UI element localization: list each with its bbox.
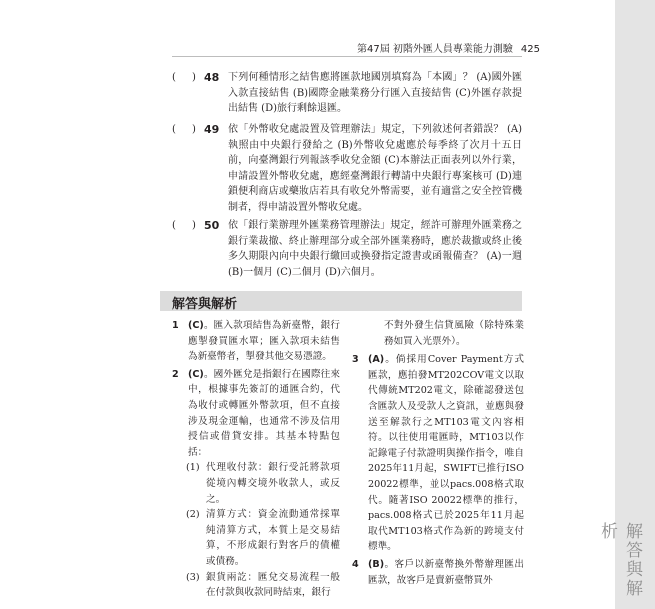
question-number: 50 bbox=[204, 219, 220, 232]
answer-2-point-1 bbox=[172, 460, 340, 507]
question-50 bbox=[172, 218, 522, 280]
answer-text: 。倘採用Cover Payment方式匯款，應拍發MT202COV電文以取代傳統MT202電文，除確認發送包含匯款人及受款人之資訊，並應與發送至解款行之MT103電文內容相符。以往使用電匯時，MT103以作記錄電子付款證明與操作指令，唯自2025年11月起，SWIFT已推行ISO 20022標準，並以pacs.008格式取代。隨著ISO 20022標準的推行，pacs.008格式已於2025年11月起取代MT103格式作為新的跨境支付標準。 bbox=[368, 354, 524, 553]
answer-number: 1 bbox=[172, 320, 179, 331]
question-text: 依「銀行業辦理外匯業務管理辦法」規定，經許可辦理外匯業務之銀行業裁撤、終止辦理部分或全部外匯業務時，應於裁撤或終止後多久期限內向中央銀行繳回或換發指定證書或函報備查？ (A)一週 (B)一個月 (C)二個月 (D)六個月。 bbox=[228, 220, 522, 278]
answer-key: (C) bbox=[188, 368, 204, 380]
answers-column-right bbox=[352, 318, 524, 588]
answer-4 bbox=[352, 557, 524, 588]
header-rule bbox=[172, 56, 522, 57]
point-label: (2) bbox=[186, 509, 200, 521]
sidebar-label: 解答與解析 bbox=[597, 522, 642, 598]
answer-number: 3 bbox=[352, 354, 359, 366]
question-49 bbox=[172, 122, 522, 215]
answer-text: 。匯入款項結售為新臺幣，銀行應掣發買匯水單；匯入款項未結售為新臺幣者，掣發其他交易憑證。 bbox=[188, 320, 340, 363]
answer-blank-open: ( bbox=[172, 124, 176, 135]
answer-2-point-2 bbox=[172, 507, 340, 569]
page-number: 425 bbox=[520, 44, 540, 55]
point-text: 清算方式：資金流動通常採單純清算方式，本質上是交易結算，不形成銀行對客戶的債權或債務。 bbox=[206, 509, 340, 567]
header-title: 第47屆 初階外匯人員專業能力測驗 bbox=[357, 44, 513, 55]
question-number: 48 bbox=[204, 71, 220, 84]
chapter-sidebar bbox=[597, 0, 655, 609]
question-text: 依「外幣收兌處設置及管理辦法」規定，下列敘述何者錯誤？ (A)執照由中央銀行發給之 (B)外幣收兌處應於每季終了次月十五日前，向臺灣銀行列報該季收兌金額 (C)本辦法正面表列以外行業，申請設置外幣收兌處，應經臺灣銀行轉請中央銀行專案核可 (D)連鎖便利商店或藥妝店若具有收兌外幣需要，並有適當之安全控管機 制者，得申請設置外幣收兌處。 bbox=[228, 124, 522, 213]
answer-key: (A) bbox=[368, 354, 385, 366]
answer-blank-close: ) bbox=[192, 72, 196, 83]
answer-number: 4 bbox=[352, 558, 359, 570]
point-label: (3) bbox=[186, 571, 200, 583]
answers-title: 解答與解析 bbox=[172, 297, 238, 312]
answer-text: 。國外匯兌是指銀行在國際往來中，根據事先簽訂的通匯合約，代為收付或轉匯外幣款項，但不直接涉及現金運輸，也通常不涉及信用授信或借貸安排。其基本特點包括： bbox=[188, 368, 340, 458]
answer-2-point-3-continued: 不對外發生信貸風險（除特殊業務如買入光票外）。 bbox=[384, 320, 524, 347]
running-header bbox=[330, 40, 540, 55]
answer-3 bbox=[352, 352, 524, 555]
answer-key: (C) bbox=[188, 320, 204, 331]
question-48 bbox=[172, 70, 522, 117]
answer-blank-open: ( bbox=[172, 72, 176, 83]
point-text: 銀貨兩訖：匯兌交易流程一般在付款與收款同時結束，銀行 bbox=[206, 571, 340, 599]
answer-2-point-3 bbox=[172, 570, 340, 601]
answers-column-left bbox=[172, 318, 340, 601]
point-text: 代理收付款：銀行受託將款項從境內轉交境外收款人，或反之。 bbox=[206, 462, 340, 505]
answer-blank-close: ) bbox=[192, 124, 196, 135]
answer-key: (B) bbox=[368, 558, 385, 570]
answer-number: 2 bbox=[172, 368, 179, 380]
answer-1 bbox=[172, 318, 340, 365]
question-number: 49 bbox=[204, 123, 220, 136]
answer-2 bbox=[172, 367, 340, 461]
answer-blank-open: ( bbox=[172, 220, 176, 231]
point-label: (1) bbox=[186, 462, 200, 474]
question-text: 下列何種情形之結售應將匯款地國別填寫為「本國」？ (A)國外匯入款直接結售 (B)國際金融業務分行匯入直接結售 (C)外匯存款提出結售 (D)旅行剩餘退匯。 bbox=[228, 72, 522, 114]
answer-text: 。客戶以新臺幣換外幣辦理匯出匯款，故客戶是賣新臺幣買外 bbox=[368, 558, 524, 586]
answer-blank-close: ) bbox=[192, 220, 196, 231]
